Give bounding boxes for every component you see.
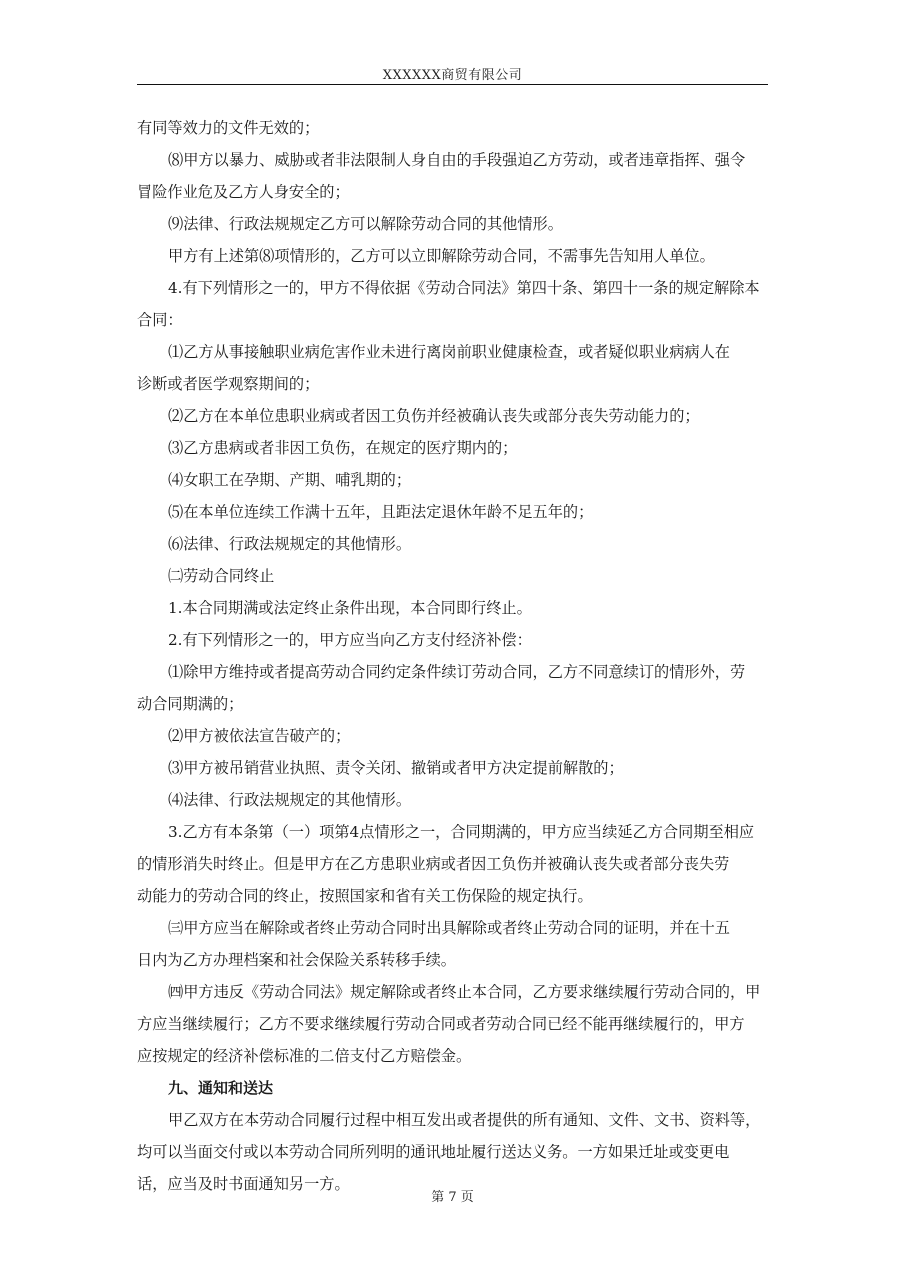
- paragraph-line: ⑴除甲方维持或者提高劳动合同约定条件续订劳动合同，乙方不同意续订的情形外，劳: [168, 663, 746, 681]
- paragraph-line: ⑶甲方被吊销营业执照、责令关闭、撤销或者甲方决定提前解散的；: [168, 759, 624, 777]
- paragraph-line: 甲方有上述第⑻项情形的，乙方可以立即解除劳动合同，不需事先告知用人单位。: [168, 247, 715, 265]
- paragraph-line: ⑶乙方患病或者非因工负伤，在规定的医疗期内的；: [168, 439, 518, 457]
- paragraph-line: 1.本合同期满或法定终止条件出现，本合同即行终止。: [168, 599, 532, 617]
- paragraph-line: ⑻甲方以暴力、威胁或者非法限制人身自由的手段强迫乙方劳动，或者违章指挥、强令: [168, 151, 746, 169]
- paragraph-line: 日内为乙方办理档案和社会保险关系转移手续。: [137, 951, 456, 969]
- paragraph-line: 合同：: [137, 311, 183, 329]
- paragraph-line: 应按规定的经济补偿标准的二倍支付乙方赔偿金。: [137, 1047, 472, 1065]
- paragraph-line: ⑹法律、行政法规规定的其他情形。: [168, 535, 411, 553]
- paragraph-line: 方应当继续履行；乙方不要求继续履行劳动合同或者劳动合同已经不能再继续履行的，甲方: [137, 1015, 745, 1033]
- paragraph-line: ⑷女职工在孕期、产期、哺乳期的；: [168, 471, 411, 489]
- paragraph-line: 话，应当及时书面通知另一方。: [137, 1175, 350, 1193]
- paragraph-line: 动能力的劳动合同的终止，按照国家和省有关工伤保险的规定执行。: [137, 887, 593, 905]
- paragraph-line: 均可以当面交付或以本劳动合同所列明的通讯地址履行送达义务。一方如果迁址或变更电: [137, 1143, 730, 1161]
- paragraph-line: 4.有下列情形之一的，甲方不得依据《劳动合同法》第四十条、第四十一条的规定解除本: [168, 279, 760, 297]
- paragraph-line: 3.乙方有本条第（一）项第4点情形之一，合同期满的，甲方应当续延乙方合同期至相应: [168, 823, 755, 841]
- section-subheading: ㈡劳动合同终止: [168, 567, 275, 585]
- paragraph-line: 2.有下列情形之一的，甲方应当向乙方支付经济补偿：: [168, 631, 532, 649]
- paragraph-line: ⑸在本单位连续工作满十五年，且距法定退休年龄不足五年的；: [168, 503, 594, 521]
- page-header: XXXXXX商贸有限公司: [382, 68, 523, 83]
- paragraph-line: ⑷法律、行政法规规定的其他情形。: [168, 791, 411, 809]
- header-rule: [137, 84, 768, 85]
- paragraph-line: 的情形消失时终止。但是甲方在乙方患职业病或者因工负伤并被确认丧失或者部分丧失劳: [137, 855, 730, 873]
- paragraph-line: 有同等效力的文件无效的；: [137, 119, 320, 137]
- paragraph-line: 动合同期满的；: [137, 695, 244, 713]
- paragraph-line: 甲乙双方在本劳动合同履行过程中相互发出或者提供的所有通知、文件、文书、资料等，: [168, 1111, 761, 1129]
- paragraph-line: ㈣甲方违反《劳动合同法》规定解除或者终止本合同，乙方要求继续履行劳动合同的，甲: [168, 983, 761, 1001]
- paragraph-line: ⑵乙方在本单位患职业病或者因工负伤并经被确认丧失或部分丧失劳动能力的；: [168, 407, 700, 425]
- paragraph-line: ㈢甲方应当在解除或者终止劳动合同时出具解除或者终止劳动合同的证明，并在十五: [168, 919, 730, 937]
- paragraph-line: ⑵甲方被依法宣告破产的；: [168, 727, 351, 745]
- paragraph-line: ⑼法律、行政法规规定乙方可以解除劳动合同的其他情形。: [168, 215, 563, 233]
- paragraph-line: 诊断或者医学观察期间的；: [137, 375, 320, 393]
- page-number: 第 7 页: [431, 1190, 474, 1205]
- paragraph-line: 冒险作业危及乙方人身安全的；: [137, 183, 350, 201]
- section-heading: 九、通知和送达: [168, 1079, 274, 1097]
- paragraph-line: ⑴乙方从事接触职业病危害作业未进行离岗前职业健康检查，或者疑似职业病病人在: [168, 343, 730, 361]
